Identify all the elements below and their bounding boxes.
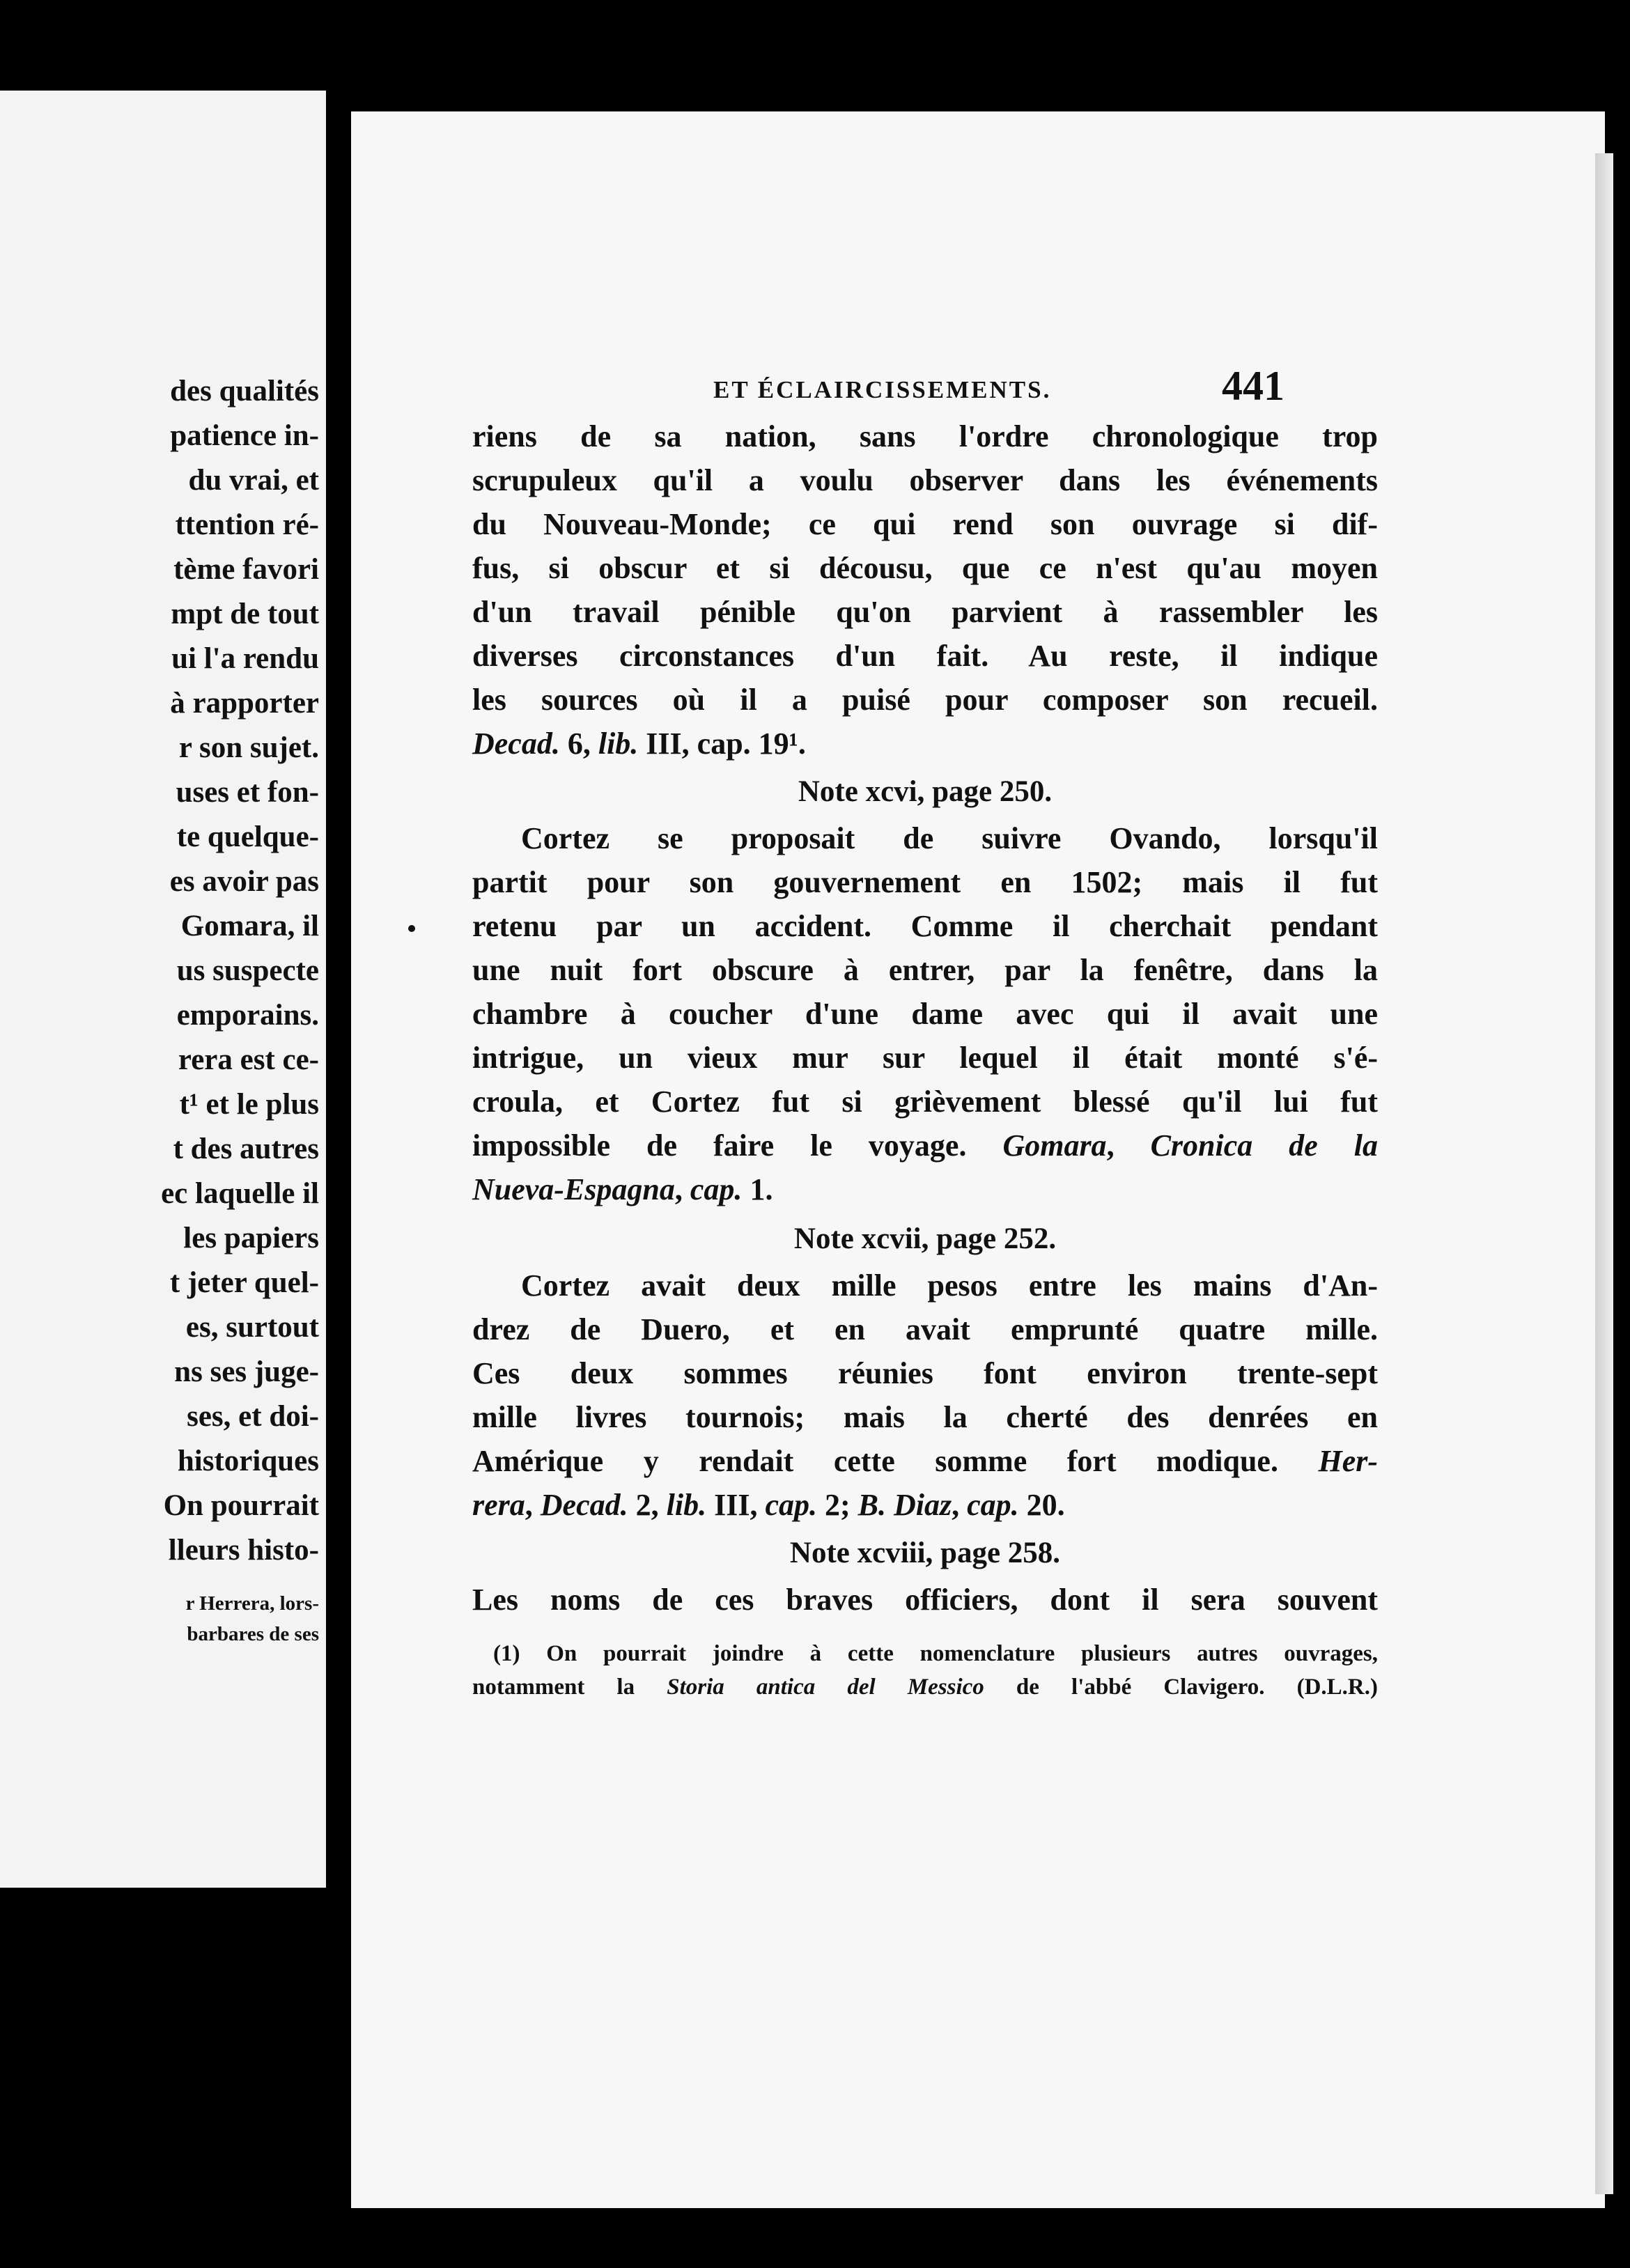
text-line: scrupuleux qu'il a voulu observer dans les événements: [472, 463, 1378, 497]
right-page: [351, 111, 1605, 2208]
text-line: Les noms de ces braves officiers, dont il sera souvent: [472, 1583, 1378, 1617]
text-line: du Nouveau-Monde; ce qui rend son ouvrage si dif-: [472, 507, 1378, 541]
citation-text: ,: [1106, 1128, 1151, 1163]
left-footnote-line: barbares de ses: [187, 1623, 319, 1645]
text-line: fus, si obscur et si décousu, que ce n'est qu'au moyen: [472, 551, 1378, 585]
left-text-line: ns ses juge-: [174, 1356, 319, 1388]
text-line: drez de Duero, et en avait emprunté quatre mille.: [472, 1312, 1378, 1346]
citation-text: 20.: [1018, 1488, 1065, 1522]
citation-text: 2;: [816, 1488, 858, 1522]
citation-title: B. Diaz: [857, 1488, 952, 1522]
citation-text: 2,: [628, 1488, 667, 1522]
text-line: Cortez avait deux mille pesos entre les mains d'An-: [521, 1268, 1378, 1303]
left-text-line: te quelque-: [176, 821, 319, 853]
left-text-line: Gomara, il: [180, 910, 319, 942]
left-text-line: es, surtout: [185, 1311, 319, 1344]
citation-text: 6,: [559, 727, 598, 761]
text-line-citation: [472, 1128, 1378, 1163]
ink-speck: [408, 925, 415, 932]
text-line: les sources où il a puisé pour composer son recueil.: [472, 683, 1378, 717]
citation-title: Decad.: [472, 727, 560, 761]
text-line: diverses circonstances d'un fait. Au reste, il indique: [472, 639, 1378, 673]
footnote-text: notamment la: [472, 1675, 667, 1700]
text-line: partit pour son gouvernement en 1502; mais il fut: [472, 865, 1378, 899]
note-heading: Note xcviii, page 258.: [789, 1537, 1061, 1569]
text-line-citation: [472, 1446, 1378, 1477]
citation-title: cap.: [690, 1172, 743, 1206]
book-gutter: [326, 91, 351, 2268]
citation-title: Nueva-Espagna: [472, 1172, 675, 1206]
left-text-line: On pourrait: [163, 1489, 319, 1522]
text-line: mille livres tournois; mais la cherté des denrées en: [472, 1400, 1378, 1434]
citation-text: III,: [706, 1488, 766, 1522]
left-text-line: rera est ce-: [178, 1043, 319, 1076]
text-line-citation: [472, 1174, 1378, 1205]
left-text-line: à rapporter: [170, 687, 319, 720]
citation-title: cap.: [967, 1488, 1019, 1522]
left-text-line: tème favori: [173, 553, 319, 586]
text-line: d'un travail pénible qu'on parvient à rassembler les: [472, 595, 1378, 629]
left-text-line: uses et fon-: [176, 776, 319, 809]
left-text-line: t jeter quel-: [169, 1266, 319, 1299]
text-line: Ces deux sommes réunies font environ trente-sept: [472, 1356, 1378, 1390]
left-text-line: ui l'a rendu: [171, 642, 319, 675]
left-text-line: t¹ et le plus: [179, 1088, 319, 1121]
left-text-line: lleurs histo-: [168, 1534, 319, 1567]
text-line: retenu par un accident. Comme il cherchait pendant: [472, 909, 1378, 943]
left-text-line: emporains.: [176, 999, 319, 1032]
footnote-line: [472, 1676, 1378, 1699]
citation-text: ,: [674, 1172, 690, 1206]
citation-text: Amérique y rendait cette somme fort modique.: [472, 1444, 1319, 1478]
left-text-line: r son sujet.: [178, 731, 319, 764]
left-text-line: patience in-: [170, 419, 319, 452]
text-line-citation: [472, 729, 1378, 759]
citation-text: ,: [525, 1488, 541, 1522]
footnote-line: (1) On pourrait joindre à cette nomenclature plusieurs autres ouvrages,: [493, 1641, 1378, 1666]
text-line: croula, et Cortez fut si grièvement blessé qu'il lui fut: [472, 1085, 1378, 1119]
footnote-title: Storia antica del Messico: [667, 1675, 984, 1700]
left-text-line: us suspecte: [176, 954, 319, 987]
citation-title: cap.: [765, 1488, 817, 1522]
footnote-text: de l'abbé Clavigero. (D.L.R.): [984, 1675, 1378, 1700]
page-number: 441: [1222, 363, 1284, 409]
citation-text: 1.: [742, 1172, 773, 1206]
citation-title: lib.: [598, 727, 639, 761]
text-line: une nuit fort obscure à entrer, par la fenêtre, dans la: [472, 953, 1378, 987]
left-text-line: ses, et doi-: [187, 1400, 319, 1433]
citation-title: lib.: [666, 1488, 707, 1522]
left-footnote-line: r Herrera, lors-: [185, 1592, 319, 1615]
left-text-line: des qualités: [170, 375, 319, 407]
running-head: ET ÉCLAIRCISSEMENTS.: [713, 376, 1052, 403]
text-line: intrigue, un vieux mur sur lequel il était monté s'é-: [472, 1041, 1378, 1075]
left-text-line: ttention ré-: [175, 508, 319, 541]
citation-title: Gomara: [1002, 1128, 1107, 1163]
left-text-line: du vrai, et: [188, 464, 319, 497]
left-text-line: les papiers: [183, 1222, 319, 1255]
text-line-citation: [472, 1490, 1378, 1521]
note-heading: Note xcvi, page 250.: [798, 775, 1053, 808]
citation-text: III, cap. 19¹.: [638, 727, 806, 761]
text-line: chambre à coucher d'une dame avec qui il avait une: [472, 997, 1378, 1031]
citation-title: Cronica de la: [1150, 1128, 1378, 1163]
citation-title: rera: [472, 1488, 525, 1522]
citation-title: Decad.: [540, 1488, 628, 1522]
left-text-line: ec laquelle il: [161, 1177, 319, 1210]
note-heading: Note xcvii, page 252.: [793, 1222, 1057, 1255]
left-page: [0, 91, 326, 1888]
citation-title: Her-: [1318, 1444, 1378, 1478]
left-text-line: es avoir pas: [169, 865, 319, 898]
page-edge: [1595, 153, 1613, 2194]
citation-text: ,: [952, 1488, 968, 1522]
text-line: Cortez se proposait de suivre Ovando, lorsqu'il: [521, 821, 1378, 855]
text-line: riens de sa nation, sans l'ordre chronologique trop: [472, 419, 1378, 453]
citation-text: impossible de faire le voyage.: [472, 1128, 1003, 1163]
left-text-line: t des autres: [173, 1133, 319, 1165]
left-text-line: mpt de tout: [171, 598, 319, 630]
left-text-line: historiques: [177, 1445, 319, 1477]
